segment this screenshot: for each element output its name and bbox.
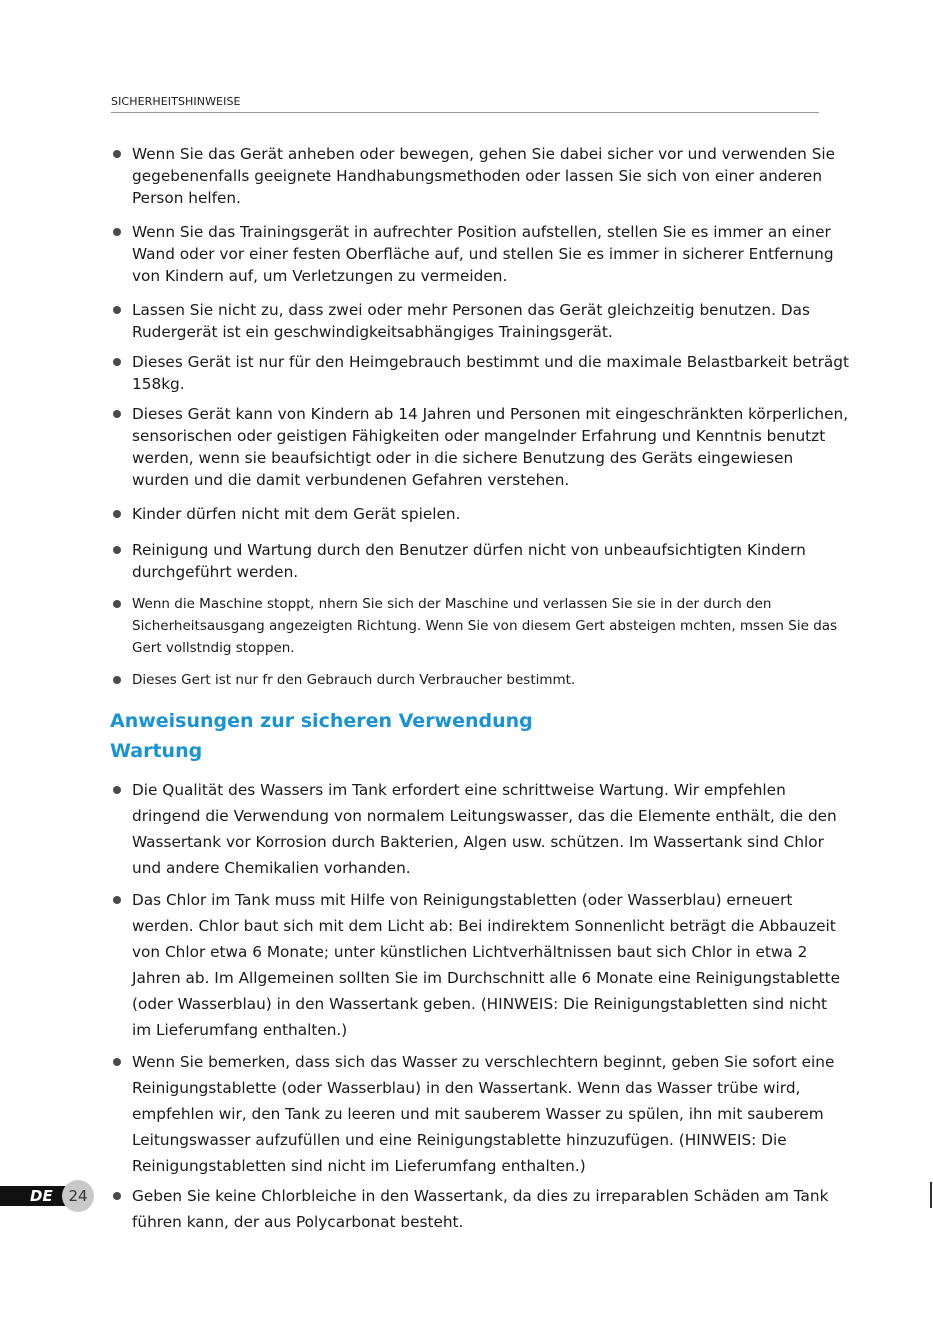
list-item-text: Lassen Sie nicht zu, dass zwei oder mehr Personen das Gerät gleichzeitig benutzen. Das Rudergerät ist ein geschwindigkeitsabhängiges Trainingsgerät. (132, 301, 810, 341)
list-item (110, 777, 850, 881)
bullet-icon (113, 228, 121, 236)
list-item (110, 1049, 850, 1179)
list-item (110, 143, 850, 209)
list-item-text: Die Qualität des Wassers im Tank erfordert eine schrittweise Wartung. Wir empfehlen dringend die Verwendung von normalem Leitungswasser, das die Elemente enthält, die den Wassertank vor Korrosion durch Bakterien, Algen usw. schützen. Im Wassertank sind Chlor und andere Chemikalien vorhanden. (132, 781, 837, 877)
list-item-text: Wenn Sie das Gerät anheben oder bewegen, gehen Sie dabei sicher vor und verwenden Sie gegebenenfalls geeignete Handhabungsmethoden oder lassen Sie sich von einer anderen Person helfen. (132, 145, 836, 207)
list-item-text: Wenn Sie das Trainingsgerät in aufrechter Position aufstellen, stellen Sie es immer an einer Wand oder vor einer festen Oberfläche auf, und stellen Sie es immer in sicherer Entfernung von Kindern auf, um Verletzungen zu vermeiden. (132, 223, 834, 285)
list-item-text: Dieses Gerät kann von Kindern ab 14 Jahren und Personen mit eingeschränkten körperlichen, sensorischen oder geistigen Fähigkeiten oder mangelnder Erfahrung und Kenntnis benutzt werden, wenn sie beaufsichtigt oder in die sichere Benutzung des Geräts eingewiesen wurden und die damit verbundenen Gefahren verstehen. (132, 405, 849, 489)
list-item (110, 669, 850, 691)
list-item (110, 593, 850, 659)
bullet-icon (113, 306, 121, 314)
list-item-text: Das Chlor im Tank muss mit Hilfe von Reinigungstabletten (oder Wasserblau) erneuert werden. Chlor baut sich mit dem Licht ab: Bei indirektem Sonnenlicht beträgt die Abbauzeit von Chlor etwa 6 Monate; unter künstlichen Lichtverhältnissen baut sich Chlor in etwa 2 Jahren ab. Im Allgemeinen sollten Sie im Durchschnitt alle 6 Monate eine Reinigungstablette (oder Wasserblau) in den Wassertank geben. (HINWEIS: Die Reinigungstabletten sind nicht im Lieferumfang enthalten.) (132, 891, 841, 1039)
list-item-text: Dieses Gerät ist nur für den Heimgebrauch bestimmt und die maximale Belastbarkeit beträgt 158kg. (132, 353, 849, 393)
section-title: Anweisungen zur sicheren Verwendung (110, 710, 533, 732)
language-tab: DE (0, 1186, 66, 1206)
list-item (110, 299, 850, 343)
page-number: 24 (62, 1180, 94, 1212)
bullet-icon (113, 676, 121, 684)
section-header: SICHERHEITSHINWEISE (111, 95, 819, 113)
list-item (110, 503, 850, 525)
bullet-icon (113, 1058, 121, 1066)
bullet-icon (113, 410, 121, 418)
list-item (110, 403, 850, 491)
bullet-icon (113, 546, 121, 554)
list-item (110, 539, 850, 583)
list-item-text: Geben Sie keine Chlorbleiche in den Wassertank, da dies zu irreparablen Schäden am Tank führen kann, der aus Polycarbonat besteht. (132, 1187, 829, 1231)
edge-marker (930, 1182, 932, 1208)
section-subtitle: Wartung (110, 740, 203, 762)
bullet-icon (113, 600, 121, 608)
bullet-icon (113, 358, 121, 366)
list-item (110, 351, 850, 395)
list-item (110, 221, 850, 287)
bullet-icon (113, 510, 121, 518)
bullet-icon (113, 786, 121, 794)
list-item-text: Kinder dürfen nicht mit dem Gerät spielen. (132, 505, 461, 523)
list-item (110, 887, 850, 1043)
list-item (110, 1183, 850, 1235)
bullet-icon (113, 150, 121, 158)
bullet-icon (113, 1192, 121, 1200)
bullet-icon (113, 896, 121, 904)
list-item-text: Dieses Gert ist nur fr den Gebrauch durch Verbraucher bestimmt. (132, 672, 576, 688)
list-item-text: Wenn die Maschine stoppt, nhern Sie sich der Maschine und verlassen Sie sie in der durch den Sicherheitsausgang angezeigten Richtung. Wenn Sie von diesem Gert absteigen mchten, mssen Sie das Gert vollstndig stoppen. (132, 596, 838, 656)
list-item-text: Wenn Sie bemerken, dass sich das Wasser zu verschlechtern beginnt, geben Sie sofort eine Reinigungstablette (oder Wasserblau) in den Wassertank. Wenn das Wasser trübe wird, empfehlen wir, den Tank zu leeren und mit sauberem Wasser zu spülen, ihn mit sauberem Leitungswasser aufzufüllen und eine Reinigungstablette hinzuzufügen. (HINWEIS: Die Reinigungstabletten sind nicht im Lieferumfang enthalten.) (132, 1053, 835, 1175)
list-item-text: Reinigung und Wartung durch den Benutzer dürfen nicht von unbeaufsichtigten Kindern durchgeführt werden. (132, 541, 806, 581)
maintenance-list (110, 777, 850, 1235)
safety-list (110, 143, 850, 691)
